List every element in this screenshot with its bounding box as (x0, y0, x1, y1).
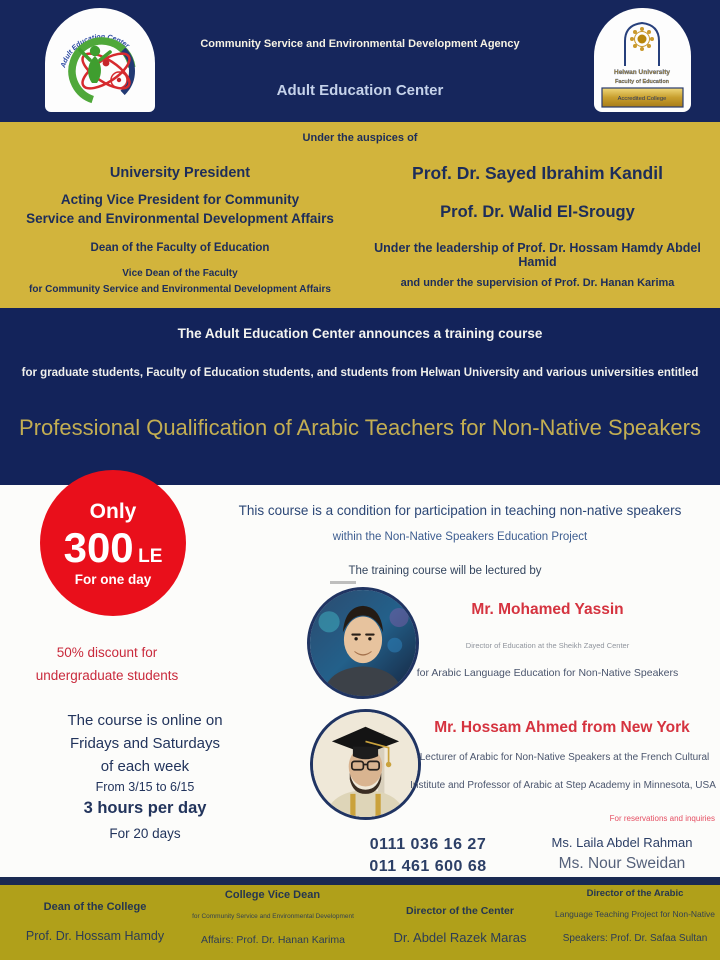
footer-col2-sub: for Community Service and Environmental Development (192, 913, 354, 920)
lecturer1-desc1: Director of Education at the Sheikh Zayed Center (465, 641, 630, 650)
announcement-line2: for graduate students, Faculty of Education students, and students from Helwan University and various universities entitled (21, 367, 699, 379)
contact-person-2: Ms. Nour Sweidan (558, 855, 686, 872)
price-currency: LE (138, 545, 163, 567)
footer-col4-sub: Language Teaching Project for Non-Native (554, 909, 716, 919)
discount-line2: undergraduate students (35, 668, 179, 683)
lecturer2-desc2: Institute and Professor of Arabic at Step Academy in Minnesota, USA (410, 780, 716, 791)
schedule-line3: of each week (100, 758, 190, 775)
footer-col3-name: Dr. Abdel Razek Maras (393, 930, 527, 945)
auspices-left-1: University President (109, 165, 251, 181)
lecturer1-desc2: for Arabic Language Education for Non-Native Speakers (416, 667, 679, 679)
lecturer1-photo (307, 587, 419, 699)
condition-line1: This course is a condition for participation in teaching non-native speakers (238, 503, 682, 518)
auspices-heading: Under the auspices of (302, 132, 418, 144)
price-per: For one day (74, 571, 152, 587)
price-amount: 300 (63, 523, 134, 571)
announcement-line1: The Adult Education Center announces a training course (177, 326, 543, 341)
agency-title: Community Service and Environmental Development Agency (200, 38, 520, 50)
footer-divider (0, 877, 720, 885)
schedule-line4: From 3/15 to 6/15 (95, 780, 195, 794)
auspices-left-3: Service and Environmental Development Affairs (26, 211, 334, 226)
center-title: Adult Education Center (276, 82, 444, 99)
footer-col2-title: College Vice Dean (224, 889, 321, 901)
header-band (0, 0, 720, 122)
footer-col3-title: Director of the Center (406, 905, 514, 917)
auspices-right-2: Prof. Dr. Walid El-Srougy (440, 203, 635, 221)
schedule-line1: The course is online on (67, 712, 223, 729)
course-title: Professional Qualification of Arabic Teachers for Non-Native Speakers (19, 415, 701, 440)
left-logo-arc-text: Adult Education Center (60, 33, 131, 69)
lectured-by-label: The training course will be lectured by (348, 565, 542, 577)
auspices-right-4: and under the supervision of Prof. Dr. Hanan Karima (400, 277, 675, 289)
schedule-line6: For 20 days (109, 826, 181, 841)
auspices-left-4: Dean of the Faculty of Education (90, 242, 270, 254)
lecturer1-name: Mr. Mohamed Yassin (471, 601, 624, 618)
auspices-left-2: Acting Vice President for Community (60, 192, 300, 207)
schedule-line2: Fridays and Saturdays (69, 735, 221, 752)
lecturer1-portrait (310, 590, 416, 696)
footer-col4-name: Speakers: Prof. Dr. Safaa Sultan (562, 933, 708, 944)
right-logo-university: Helwan University (614, 69, 670, 76)
auspices-right-1: Prof. Dr. Sayed Ibrahim Kandil (412, 163, 663, 183)
auspices-left-5: Vice Dean of the Faculty (122, 268, 238, 279)
footer-col1-title: Dean of the College (43, 901, 147, 913)
price-badge (40, 470, 186, 616)
phone-number-2: 011 461 600 68 (369, 858, 487, 875)
lecturer2-portrait (313, 712, 418, 817)
lecturer2-photo (310, 709, 421, 820)
footer-col4-title: Director of the Arabic (586, 888, 684, 899)
lecturer2-desc1: Lecturer of Arabic for Non-Native Speakers at the French Cultural (419, 752, 710, 763)
lecturer2-name: Mr. Hossam Ahmed from New York (434, 719, 690, 736)
contact-person-1: Ms. Laila Abdel Rahman (551, 835, 693, 850)
accredited-college-banner: Accredited College (617, 96, 667, 102)
footer-col2-name: Affairs: Prof. Dr. Hanan Karima (201, 934, 345, 946)
auspices-left-6: for Community Service and Environmental Development Affairs (29, 284, 331, 295)
phone-number-1: 0111 036 16 27 (369, 836, 487, 853)
condition-line2: within the Non-Native Speakers Education Project (332, 531, 588, 543)
footer-col1-name: Prof. Dr. Hossam Hamdy (25, 929, 165, 943)
auspices-right-3: Under the leadership of Prof. Dr. Hossam Hamdy Abdel Hamid (374, 241, 701, 269)
right-logo-faculty: Faculty of Education (614, 79, 670, 85)
text-smudge (330, 581, 356, 584)
schedule-line5: 3 hours per day (83, 799, 207, 817)
discount-line1: 50% discount for (56, 645, 158, 660)
reservations-note: For reservations and inquiries (609, 814, 715, 823)
price-only: Only (89, 499, 137, 523)
